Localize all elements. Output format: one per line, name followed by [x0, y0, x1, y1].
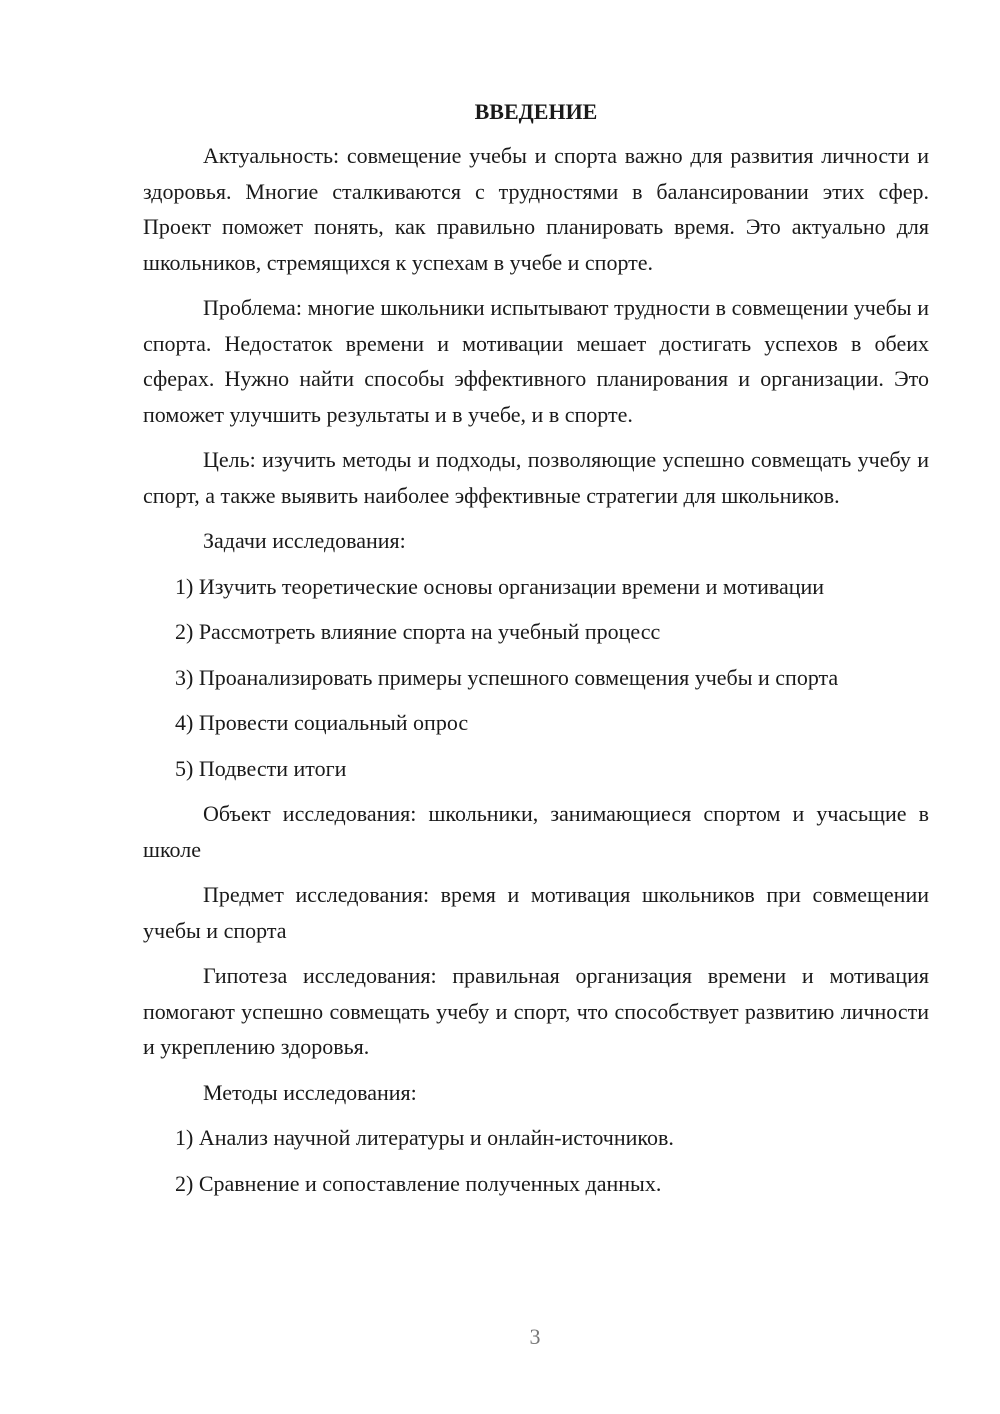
- methods-heading: Методы исследования:: [203, 1079, 417, 1105]
- hypothesis-paragraph: Гипотеза исследования: правильная организация времени и мотивация помогают успешно совмещать учебу и спорт, что способствует развитию личности и укреплению здоровья.: [143, 963, 929, 1059]
- relevance-paragraph: Актуальность: совмещение учебы и спорта важно для развития личности и здоровья. Многие сталкиваются с трудностями в балансировании этих сфер. Проект поможет понять, как правильно планировать время. Это актуально для школьников, стремящихся к успехам в учебе и спорте.: [143, 143, 929, 275]
- object-paragraph: Объект исследования: школьники, занимающиеся спортом и учасьщие в школе: [143, 801, 929, 862]
- task-item-5: 5) Подвести итоги: [175, 755, 347, 781]
- page-content: [143, 96, 929, 1211]
- tasks-heading: Задачи исследования:: [203, 528, 406, 553]
- task-item-4: 4) Провести социальный опрос: [175, 710, 469, 735]
- task-item-1: 1) Изучить теоретические основы организации времени и мотивации: [175, 573, 825, 599]
- task-item-3: 3) Проанализировать примеры успешного совмещения учебы и спорта: [175, 664, 839, 690]
- method-item-2: 2) Сравнение и сопоставление полученных данных.: [175, 1170, 662, 1196]
- method-item-1: 1) Анализ научной литературы и онлайн-источников.: [175, 1125, 674, 1150]
- problem-paragraph: Проблема: многие школьники испытывают трудности в совмещении учебы и спорта. Недостаток времени и мотивации мешает достигать успехов в обеих сферах. Нужно найти способы эффективного планирования и организации. Это поможет улучшить результаты и в учебе, и в спорте.: [143, 295, 929, 427]
- subject-paragraph: Предмет исследования: время и мотивация школьников при совмещении учебы и спорта: [143, 882, 929, 943]
- page-title: ВВЕДЕНИЕ: [474, 99, 598, 124]
- goal-paragraph: Цель: изучить методы и подходы, позволяющие успешно совмещать учебу и спорт, а также выявить наиболее эффективные стратегии для школьников.: [143, 447, 929, 508]
- task-item-2: 2) Рассмотреть влияние спорта на учебный процесс: [175, 619, 661, 644]
- page-number: 3: [529, 1324, 541, 1349]
